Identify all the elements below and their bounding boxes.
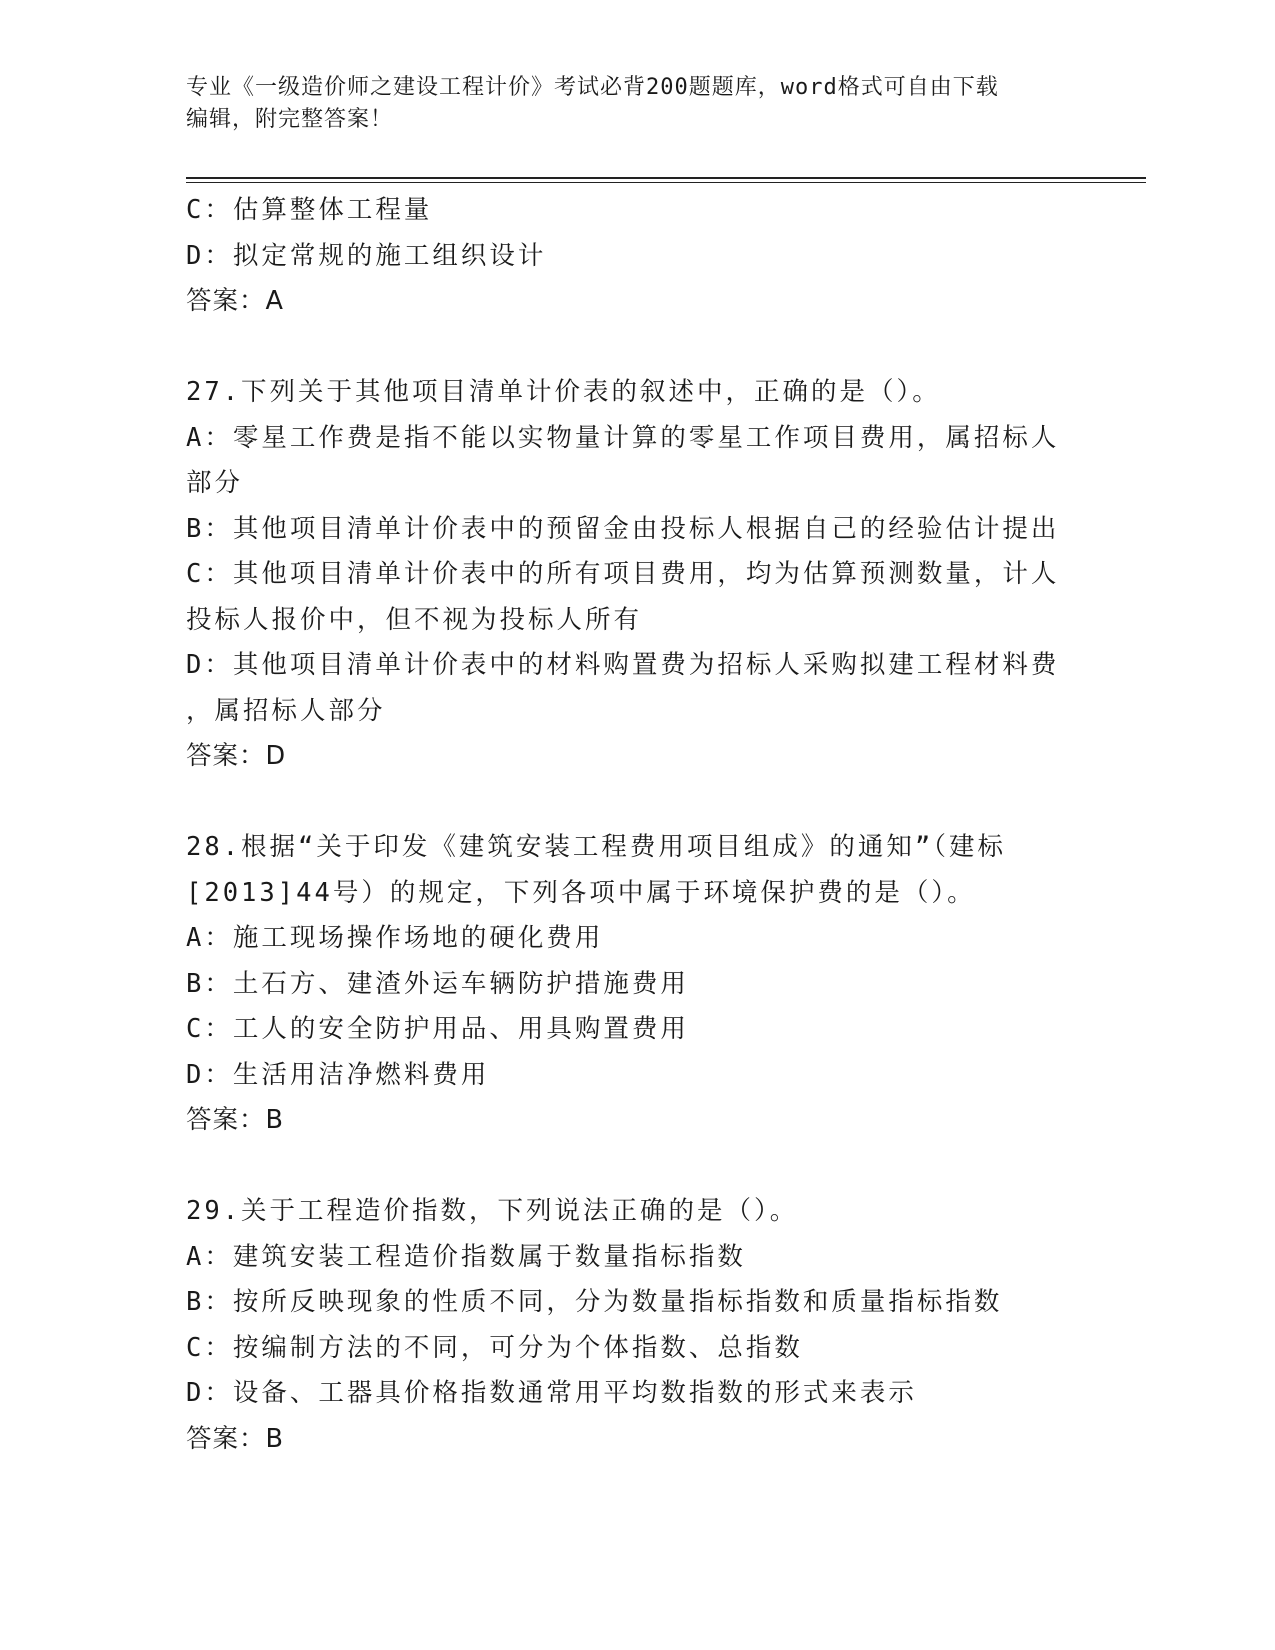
- question-29: [186, 1189, 1086, 1462]
- option-c: C：工人的安全防护用品、用具购置费用: [186, 1014, 689, 1044]
- option-b: B：按所反映现象的性质不同，分为数量指标指数和质量指标指数: [186, 1287, 1003, 1317]
- document-header: [186, 72, 1086, 136]
- option-c: C：其他项目清单计价表中的所有项目费用，均为估算预测数量，计人: [186, 559, 1060, 589]
- option-c-continued: 投标人报价中，但不视为投标人所有: [186, 604, 643, 635]
- option-c: C：估算整体工程量: [186, 195, 433, 225]
- option-d: D：生活用洁净燃料费用: [186, 1059, 490, 1090]
- option-d: D：设备、工器具价格指数通常用平均数指数的形式来表示: [186, 1378, 917, 1408]
- answer-label: 答案：D: [186, 741, 287, 771]
- option-a-continued: 部分: [186, 468, 244, 498]
- option-d-continued: ，属招标人部分: [186, 695, 386, 726]
- question-28: [186, 825, 1086, 1144]
- question-stem-continued: [2013]44号）的规定，下列各项中属于环境保护费的是（）。: [186, 877, 976, 908]
- question-stem: 29.关于工程造价指数，下列说法正确的是（）。: [186, 1196, 799, 1226]
- question-26-fragment: [186, 188, 1086, 325]
- question-stem: 28.根据“关于印发《建筑安装工程费用项目组成》的通知”（建标: [186, 832, 1007, 862]
- option-b: B：土石方、建渣外运车辆防护措施费用: [186, 968, 689, 999]
- answer-label: 答案：B: [186, 1105, 284, 1135]
- option-d: D：拟定常规的施工组织设计: [186, 240, 547, 271]
- option-a: A：建筑安装工程造价指数属于数量指标指数: [186, 1241, 746, 1272]
- answer-label: 答案：A: [186, 286, 284, 316]
- spacer: [186, 780, 1086, 826]
- spacer: [186, 325, 1086, 371]
- option-d: D：其他项目清单计价表中的材料购置费为招标人采购拟建工程材料费: [186, 650, 1060, 680]
- question-27: [186, 370, 1086, 780]
- question-content: [186, 188, 1086, 1462]
- header-divider-thin: [186, 182, 1146, 183]
- option-a: A：零星工作费是指不能以实物量计算的零星工作项目费用，属招标人: [186, 422, 1060, 453]
- spacer: [186, 1144, 1086, 1190]
- header-line-1: 专业《一级造价师之建设工程计价》考试必背200题题库，word格式可自由下载: [186, 75, 999, 100]
- option-c: C：按编制方法的不同，可分为个体指数、总指数: [186, 1332, 803, 1363]
- option-a: A：施工现场操作场地的硬化费用: [186, 923, 604, 953]
- question-stem: 27.下列关于其他项目清单计价表的叙述中，正确的是（）。: [186, 377, 941, 407]
- header-divider-thick: [186, 177, 1146, 179]
- header-line-2: 编辑，附完整答案！: [186, 107, 394, 132]
- answer-label: 答案：B: [186, 1423, 284, 1454]
- option-b: B：其他项目清单计价表中的预留金由投标人根据自己的经验估计提出: [186, 513, 1060, 544]
